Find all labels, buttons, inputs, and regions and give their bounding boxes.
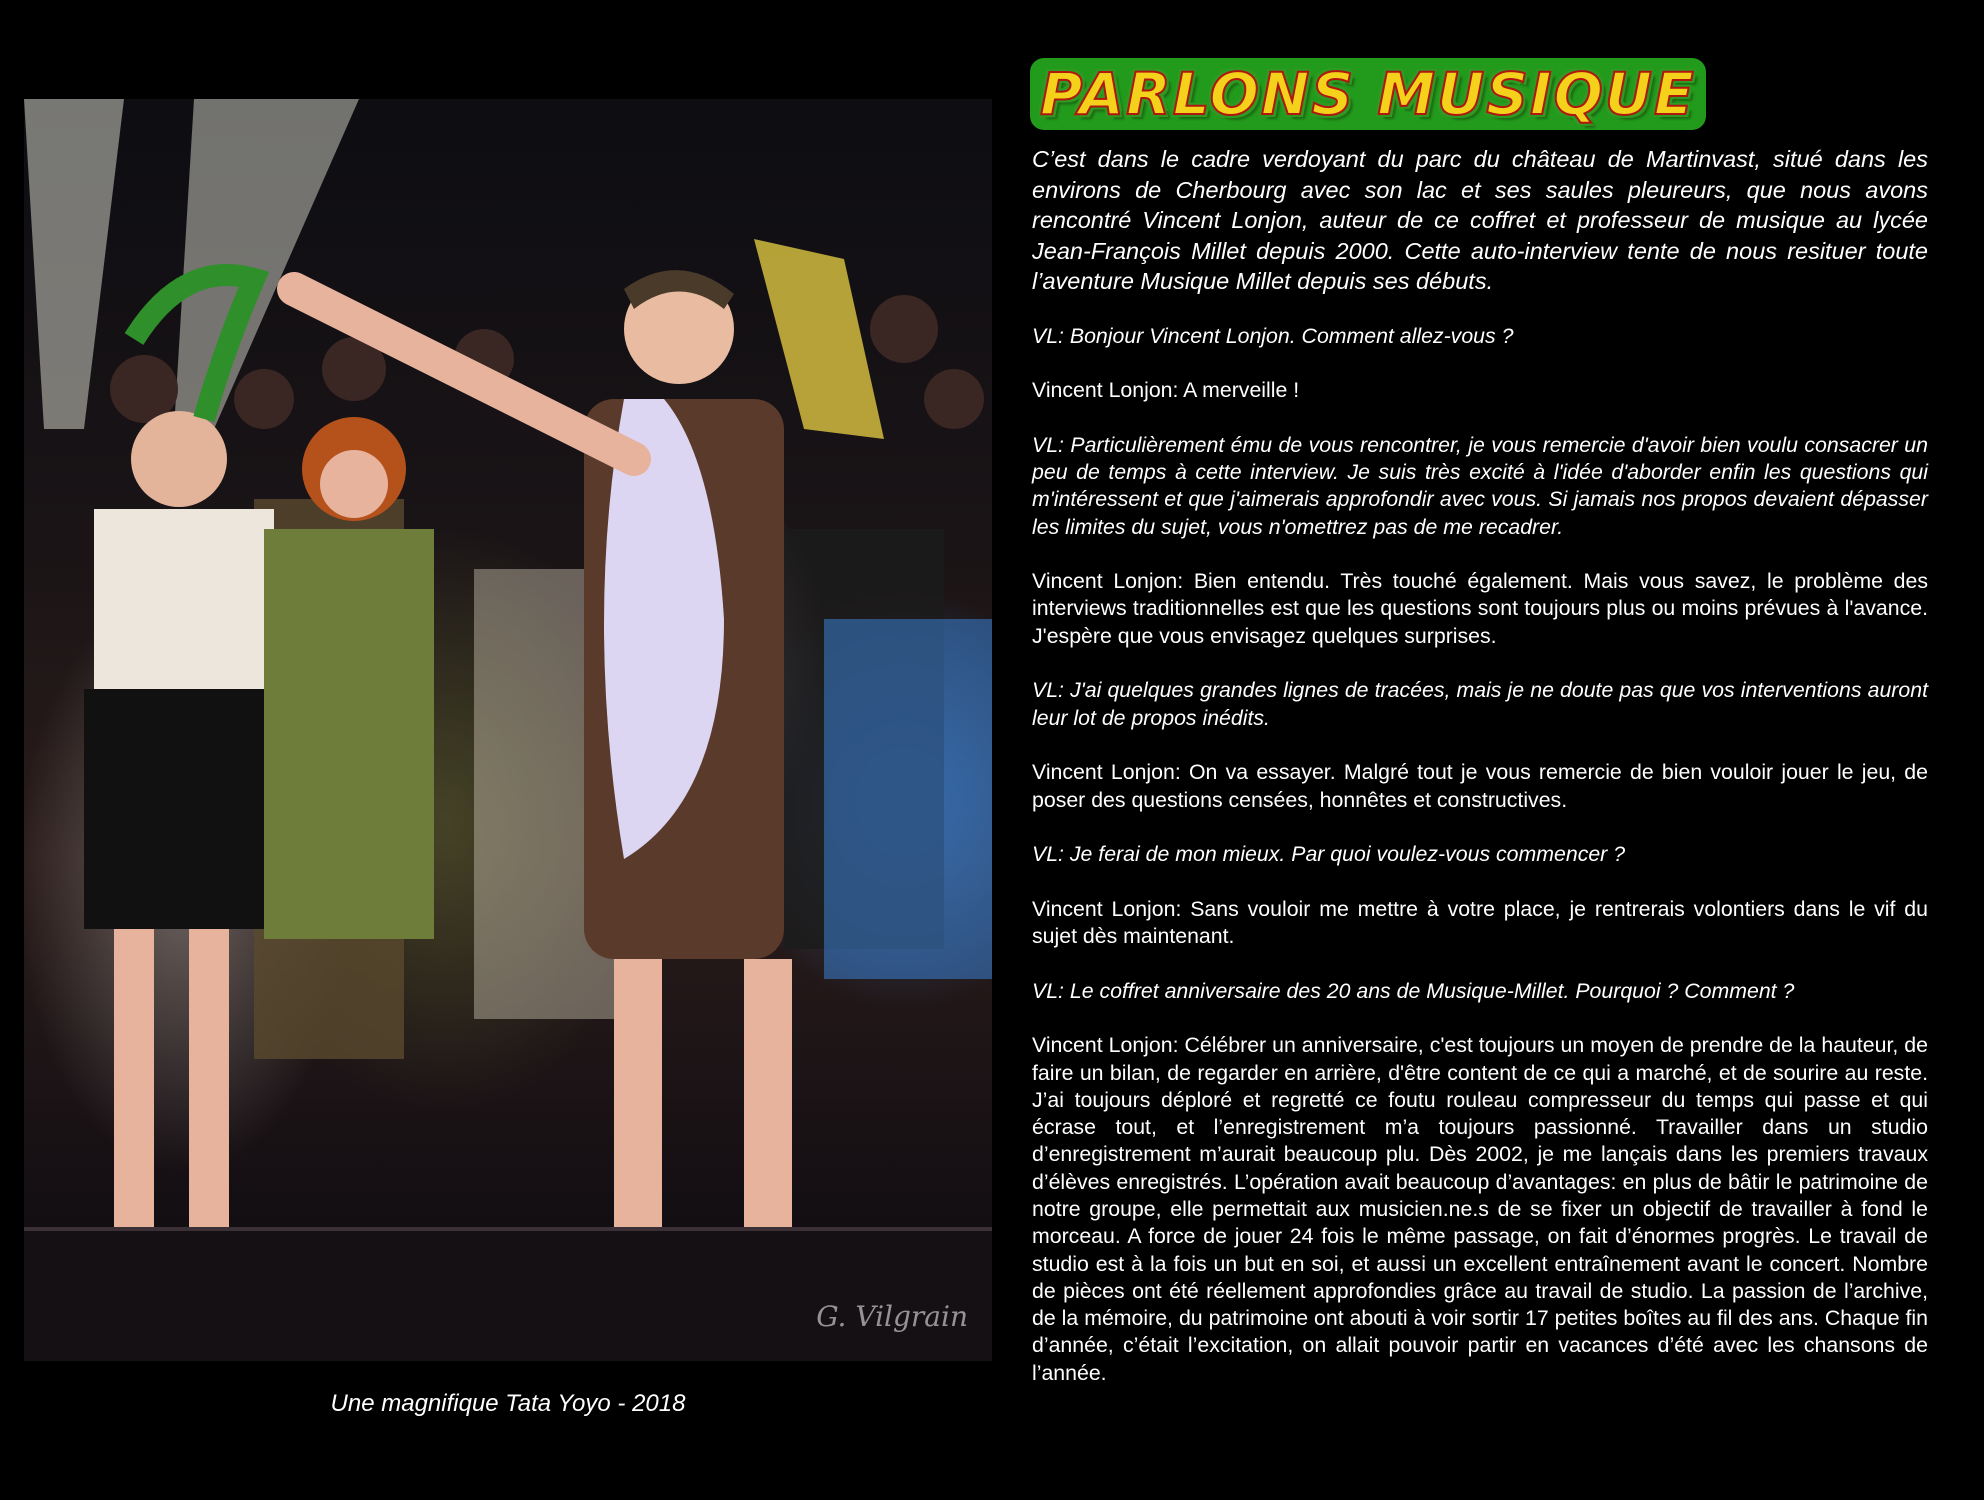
answer-paragraph: Vincent Lonjon: Sans vouloir me mettre à votre place, je rentrerais volontiers dans le vif du sujet dès maintenant. — [1032, 896, 1928, 949]
question-paragraph: VL: Particulièrement ému de vous rencontrer, je vous remercie d'avoir bien voulu consacrer un peu de temps à cette interview. Je suis très excité à l'idée d'aborder enfin les questions qui m'intéressent et que j'aimerais approfondir avec vous. Si jamais nos propos devaient dépasser les limites du sujet, vous n'omettrez pas de me recadrer. — [1032, 432, 1928, 539]
answer-paragraph: Vincent Lonjon: On va essayer. Malgré tout je vous remercie de bien vouloir jouer le jeu, de poser des questions censées, honnêtes et constructives. — [1032, 760, 1928, 812]
question-paragraph: VL: Le coffret anniversaire des 20 ans de Musique-Millet. Pourquoi ? Comment ? — [1032, 978, 1795, 1003]
stage-photo-illustration — [24, 99, 992, 1361]
answer-paragraph: Vincent Lonjon: A merveille ! — [1032, 378, 1300, 403]
answer-paragraph: Vincent Lonjon: Célébrer un anniversaire, c'est toujours un moyen de prendre de la hauteur, de faire un bilan, de regarder en arrière, d'être content de ce qui a marché, et de sourire au reste. J’ai toujours déploré et regretté ce foutu rouleau compresseur du temps qui passe et qui écrase tout, et l’enregistrement m’a toujours passionné. Travailler dans un studio d’enregistrement m’aurait beaucoup plu. Dès 2002, je me lançais dans les premiers travaux d’élèves enregistrés. L’opération avait beaucoup d’avantages: en plus de bâtir le patrimoine de notre groupe, elle permettait aux musicien.ne.s de se fixer un objectif de travailler à fond le morceau. A force de jouer 24 fois le même passage, on fait d’énormes progrès. Le travail de studio est à la fois un but en soi, et aussi un excellent entraînement avant le concert. Nombre de pièces ont été réellement approfondies grâce au travail de studio. La passion de l’archive, de la mémoire, du patrimoine ont abouti à voir sortir 17 petites boîtes au fil des ans. Chaque fin d’année, c’était l’excitation, on allait pouvoir partir en vacances d’été avec les chansons de l’année. — [1032, 1033, 1928, 1385]
question-paragraph: VL: Bonjour Vincent Lonjon. Comment allez-vous ? — [1032, 323, 1514, 348]
question-paragraph: VL: J'ai quelques grandes lignes de tracées, mais je ne doute pas que vos interventions auront leur lot de propos inédits. — [1032, 678, 1928, 730]
page-title: PARLONS MUSIQUE — [1030, 58, 1706, 130]
answer-paragraph: Vincent Lonjon: Bien entendu. Très touché également. Mais vous savez, le problème des interviews traditionnelles est que les questions sont toujours plus ou moins prévues à l'avance. J'espère que vous envisagez quelques surprises. — [1032, 569, 1928, 648]
photographer-watermark: G. Vilgrain — [816, 1300, 968, 1333]
photo-caption: Une magnifique Tata Yoyo - 2018 — [330, 1390, 686, 1417]
intro-paragraph: C’est dans le cadre verdoyant du parc du château de Martinvast, situé dans les environs de Cherbourg avec son lac et ses saules pleureurs, que nous avons rencontré Vincent Lonjon, auteur de ce coffret et professeur de musique au lycée Jean-François Millet depuis 2000. Cette auto-interview tente de nous resituer toute l’aventure Musique Millet depuis ses débuts. — [1032, 146, 1928, 294]
question-paragraph: VL: Je ferai de mon mieux. Par quoi voulez-vous commencer ? — [1032, 842, 1626, 867]
interview-article — [1032, 144, 1928, 1414]
stage-photo — [24, 99, 992, 1361]
